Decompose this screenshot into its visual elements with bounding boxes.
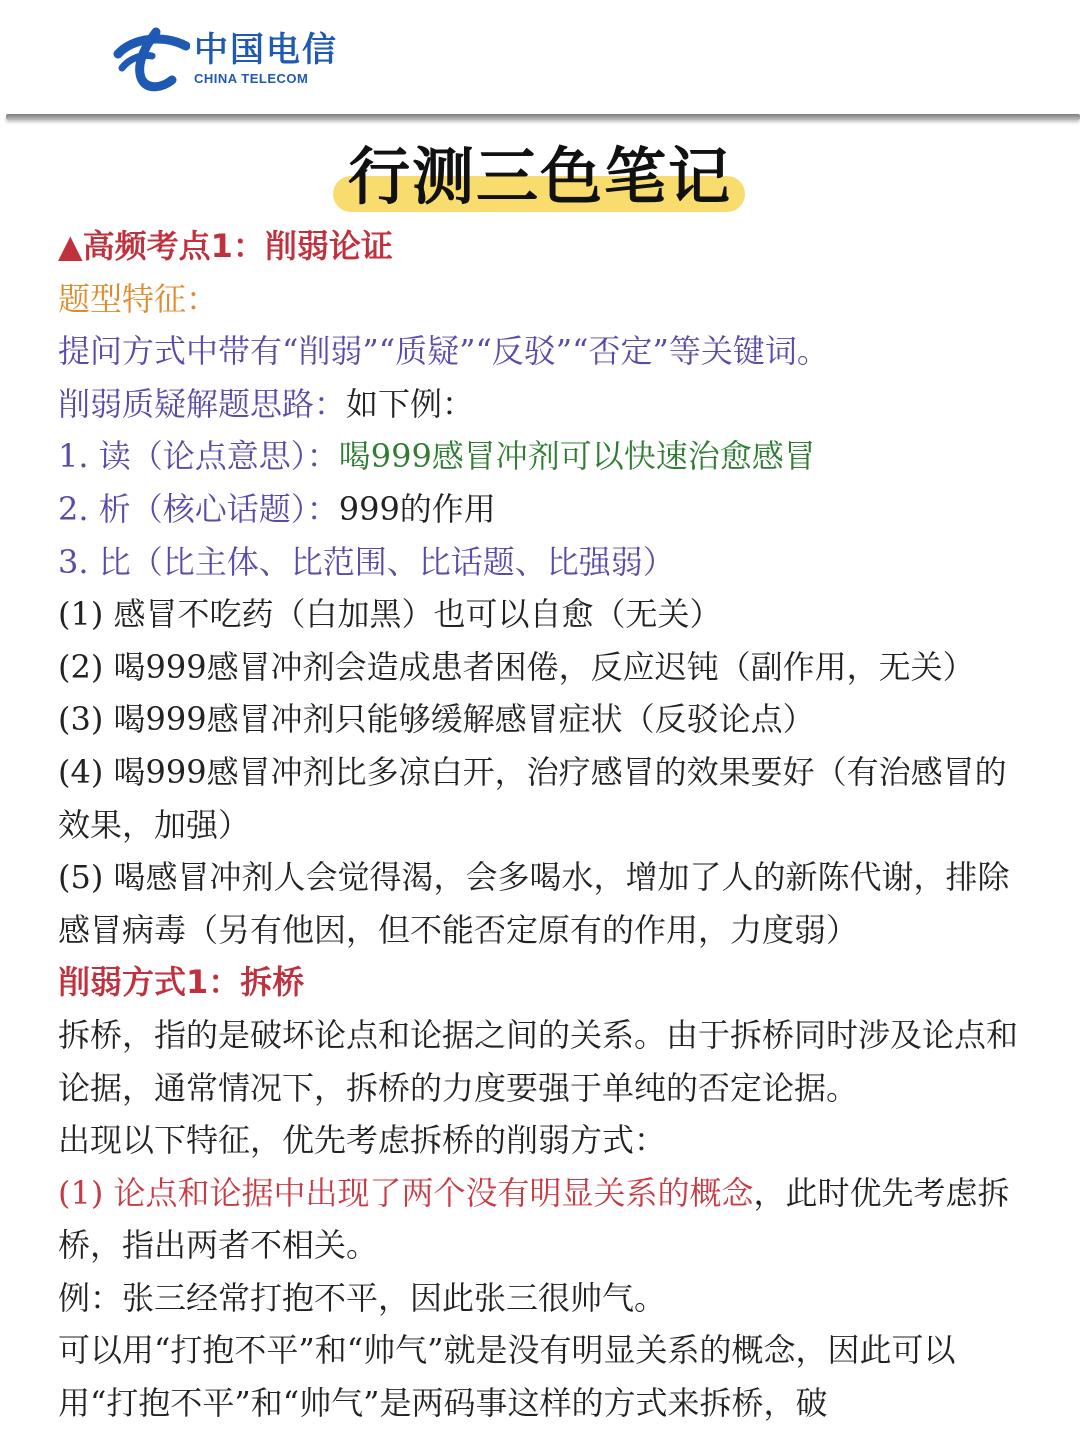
step-read xyxy=(58,430,1033,483)
china-telecom-logo-icon xyxy=(112,24,190,94)
example-item-3: (3) 喝999感冒冲剂只能够缓解感冒症状（反驳论点） xyxy=(58,700,815,739)
bridge-feature-1-key: (1) 论点和论据中出现了两个没有明显关系的概念 xyxy=(58,1173,754,1212)
step-compare: 3. 比（比主体、比范围、比话题、比强弱） xyxy=(58,542,675,581)
bridge-features-intro: 出现以下特征，优先考虑拆桥的削弱方式： xyxy=(58,1121,667,1160)
approach-label: 削弱质疑解题思路： xyxy=(58,384,347,423)
bridge-feature-1-rest: ，此时优先考虑拆桥，指出两者不相关。 xyxy=(58,1173,1010,1265)
example-item-5: (5) 喝感冒冲剂人会觉得渴，会多喝水，增加了人的新陈代谢，排除感冒病毒（另有他因，但不能否定原有的作用，力度弱） xyxy=(58,858,1010,949)
bridge-example: 例：张三经常打抱不平，因此张三很帅气。 xyxy=(58,1278,667,1317)
bridge-definition: 拆桥，指的是破坏论点和论据之间的关系。由于拆桥同时涉及论点和论据，通常情况下，拆桥的力度要强于单纯的否定论据。 xyxy=(58,1015,1019,1107)
bridge-explanation: 可以用“打抱不平”和“帅气”就是没有明显关系的概念，因此可以用“打抱不平”和“帅气”是两码事这样的方式来拆桥，破 xyxy=(58,1331,956,1423)
china-telecom-logo xyxy=(112,24,338,94)
approach-suffix: 如下例： xyxy=(346,384,475,423)
example-item-4: (4) 喝999感冒冲剂比多凉白开，治疗感冒的效果要好（有治感冒的效果，加强） xyxy=(58,752,1007,844)
step-analyze-value: 999的作用 xyxy=(338,489,496,528)
step-analyze xyxy=(58,483,1033,536)
bridge-feature-1 xyxy=(58,1167,1033,1272)
title-area xyxy=(0,138,1080,218)
page-title: 行测三色笔记 xyxy=(347,140,732,213)
header xyxy=(0,0,1080,118)
step-analyze-label: 2. 析（核心话题）： xyxy=(58,489,339,528)
heading-weaken-argument: ▲高频考点1：削弱论证 xyxy=(58,227,393,265)
header-divider xyxy=(6,114,1080,120)
example-item-1: (1) 感冒不吃药（白加黑）也可以自愈（无关） xyxy=(58,595,722,634)
note-content xyxy=(58,220,1033,1430)
question-type-label: 题型特征： xyxy=(58,279,219,318)
approach-line xyxy=(58,378,1033,431)
step-read-label: 1. 读（论点意思）： xyxy=(58,437,339,476)
logo-chinese-text: 中国电信 xyxy=(194,30,338,70)
heading-bridge-removal: 削弱方式1：拆桥 xyxy=(58,963,305,1002)
question-type-description: 提问方式中带有“削弱”“质疑”“反驳”“否定”等关键词。 xyxy=(58,332,829,371)
step-read-value: 喝999感冒冲剂可以快速治愈感冒 xyxy=(338,437,816,476)
example-item-2: (2) 喝999感冒冲剂会造成患者困倦，反应迟钝（副作用，无关） xyxy=(58,647,975,686)
logo-english-text: CHINA TELECOM xyxy=(194,71,309,86)
